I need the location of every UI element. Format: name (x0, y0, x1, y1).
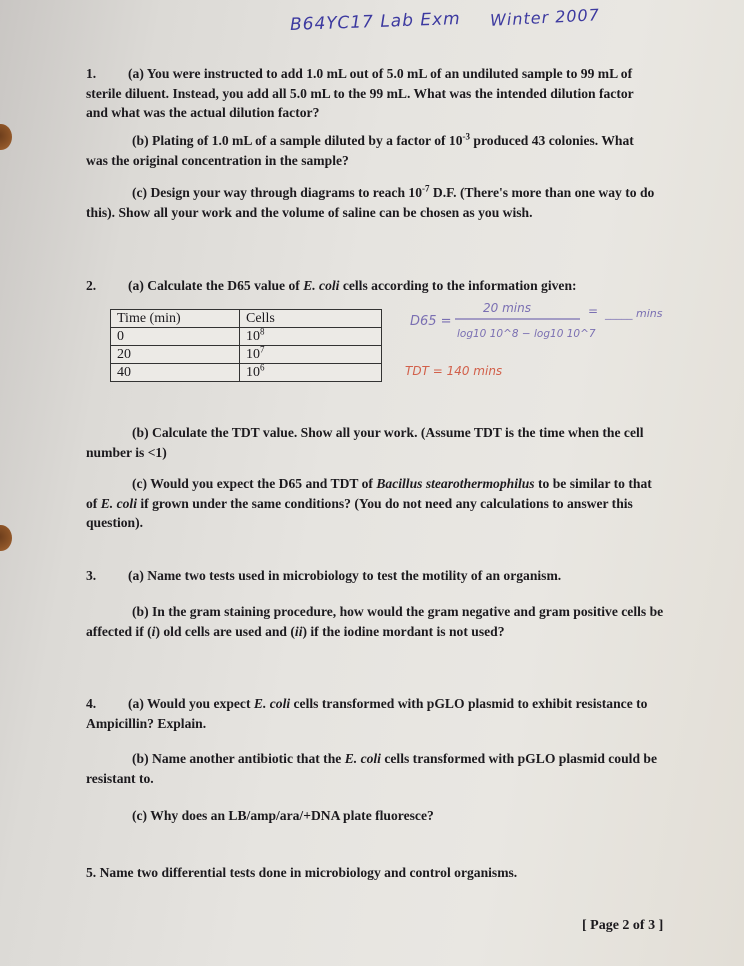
table-header: Cells (240, 310, 382, 328)
handwritten-course-title: B64YC17 Lab Exm (289, 9, 462, 35)
table-header-row (111, 310, 382, 328)
question-3b: (b) In the gram staining procedure, how would the gram negative and gram positive cells be affected if (i) old cells are used and (ii) if the iodine mordant is not used? (86, 604, 664, 639)
question-text: (b) Calculate the TDT value. Show all your work. (Assume TDT is the time when the cell number is <1) (86, 425, 644, 460)
question-4c: (c) Why does an LB/amp/ara/+DNA plate fluoresce? (132, 808, 434, 823)
svg-text:_____ mins: _____ mins (605, 307, 663, 320)
table-row: 20 $10^7$ (111, 346, 382, 364)
handwritten-d65-formula (405, 295, 695, 375)
question-1a (86, 64, 658, 123)
svg-text:=: = (588, 304, 599, 318)
cell-count-table (110, 309, 382, 382)
question-text: (b) Plating of 1.0 mL of a sample diluted by a factor of 10 (132, 133, 463, 148)
question-number: 2. (86, 278, 97, 293)
question-text: (c) Design your way through diagrams to reach 10 (132, 185, 422, 200)
table-row: 0 $10^8$ (111, 328, 382, 346)
question-3a: 3. (a) Name two tests used in microbiology to test the motility of an organism. (86, 566, 672, 586)
question-number: 4. (86, 696, 97, 711)
question-4b: (b) Name another antibiotic that the E. coli cells transformed with pGLO plasmid could be resistant to. (86, 751, 657, 786)
question-2a: 2. (a) Calculate the D65 value of E. coli cells according to the information given: (86, 276, 666, 296)
question-text: (a) You were instructed to add 1.0 mL out of 5.0 mL of an undiluted sample to 99 mL of sterile diluent. Instead, you add all 5.0 mL to the 99 mL. What was the intended dilution factor and what was the actual dilution factor? (86, 66, 634, 120)
table-header: Time (min) (111, 310, 240, 328)
table-row: 40 $10^6$ (111, 364, 382, 382)
svg-text:log10 10^8 − log10 10^7: log10 10^8 − log10 10^7 (457, 328, 596, 340)
svg-text:TDT = 140 mins: TDT = 140 mins (405, 364, 503, 375)
question-2c: (c) Would you expect the D65 and TDT of Bacillus stearothermophilus to be similar to that of E. coli if grown under the same conditions? (You do not need any calculations to answer this question). (86, 476, 652, 530)
question-2b (86, 423, 666, 462)
handwritten-term: Winter 2007 (489, 5, 601, 30)
punch-hole (0, 124, 12, 150)
question-1c: (c) Design your way through diagrams to reach $10^{-7}$ D.F. (There's more than one way to do this). Show all your work and the volume of saline can be chosen as you wish. (86, 183, 655, 220)
punch-hole (0, 525, 12, 551)
question-4a: 4. (a) Would you expect E. coli cells transformed with pGLO plasmid to exhibit resistance to Ampicillin? Explain. (86, 696, 648, 731)
svg-text:20 mins: 20 mins (483, 301, 531, 315)
page-footer: [ Page 2 of 3 ] (582, 918, 664, 933)
question-number: 3. (86, 568, 97, 583)
svg-text:D65 =: D65 = (410, 314, 452, 329)
question-1b: (b) Plating of 1.0 mL of a sample diluted by a factor of $10^{-3}$ produced 43 colonies. What was the original concentration in the sample? (86, 131, 634, 168)
question-number: 1. (86, 66, 97, 81)
question-5: 5. Name two differential tests done in microbiology and control organisms. (86, 865, 518, 880)
